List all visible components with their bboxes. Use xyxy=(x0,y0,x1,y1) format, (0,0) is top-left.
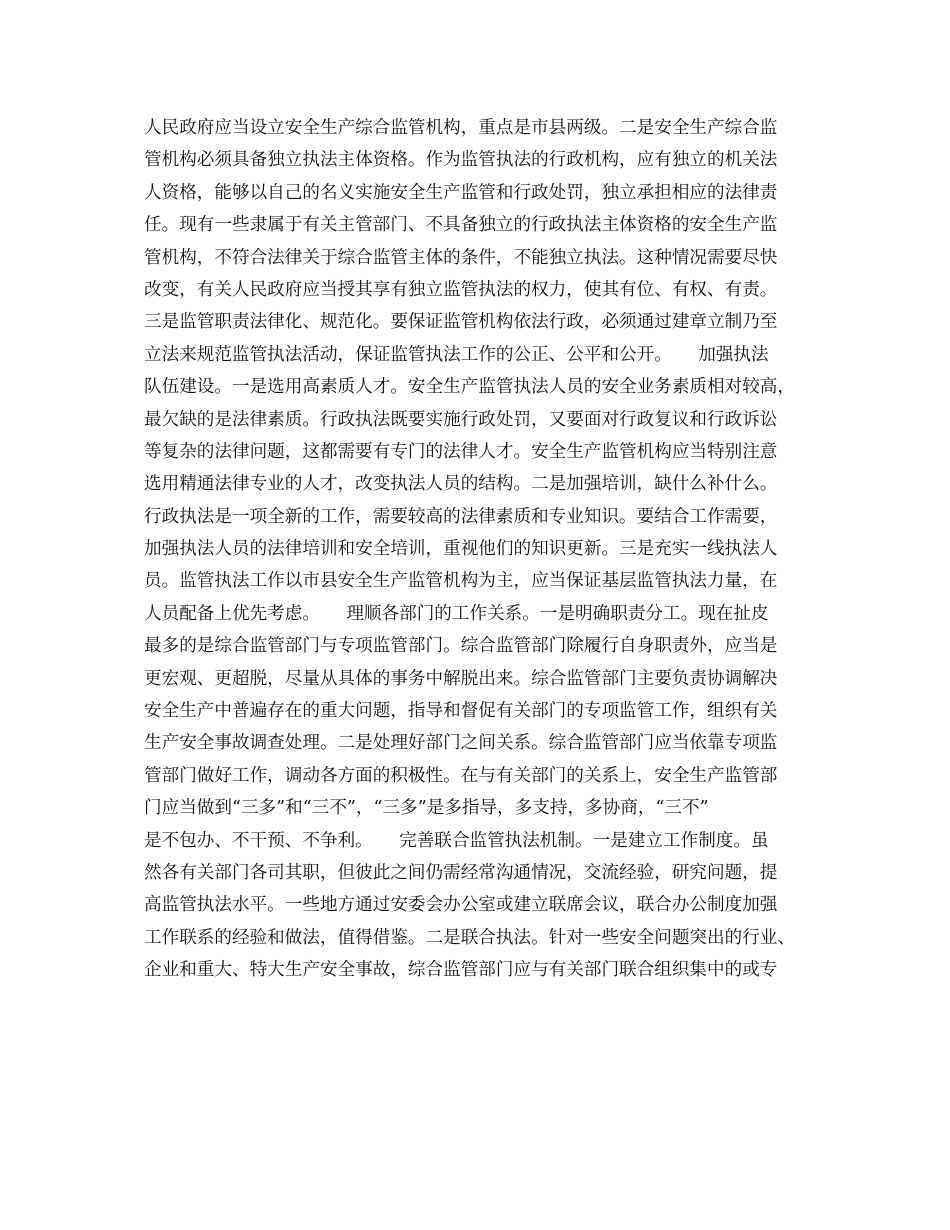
text-line: 等复杂的法律问题，这都需要有专门的法律人才。安全生产监管机构应当特别注意 xyxy=(144,441,778,462)
text-line: 任。现有一些隶属于有关主管部门、不具备独立的行政执法主体资格的安全生产监 xyxy=(144,215,778,236)
text-line: 管机构，不符合法律关于综合监管主体的条件，不能独立执法。这种情况需要尽快 xyxy=(144,247,778,268)
text-line: 更宏观、更超脱，尽量从具体的事务中解脱出来。综合监管部门主要负责协调解决 xyxy=(144,668,778,689)
text-line: 改变，有关人民政府应当授其享有独立监管执法的权力，使其有位、有权、有责。 xyxy=(144,279,778,300)
text-line: 队伍建设。一是选用高素质人才。安全生产监管执法人员的安全业务素质相对较高， xyxy=(144,377,795,398)
text-line: 门应当做到“三多”和“三不”，“三多”是多指导，多支持，多协商，“三不” xyxy=(144,798,709,819)
text-line: 人民政府应当设立安全生产综合监管机构，重点是市县两级。二是安全生产综合监 xyxy=(144,118,778,138)
text-line: 员。监管执法工作以市县安全生产监管机构为主，应当保证基层监管执法力量，在 xyxy=(144,571,778,592)
text-line: 生产安全事故调查处理。二是处理好部门之间关系。综合监管部门应当依靠专项监 xyxy=(144,733,778,754)
text-line: 加强执法人员的法律培训和安全培训，重视他们的知识更新。三是充实一线执法人 xyxy=(144,539,778,560)
text-line: 三是监管职责法律化、规范化。要保证监管机构依法行政，必须通过建章立制乃至 xyxy=(144,312,778,333)
text-line: 高监管执法水平。一些地方通过安委会办公室或建立联席会议，联合办公制度加强 xyxy=(144,895,778,916)
text-line: 最多的是综合监管部门与专项监管部门。综合监管部门除履行自身职责外，应当是 xyxy=(144,636,778,657)
text-line: 人员配备上优先考虑。 理顺各部门的工作关系。一是明确职责分工。现在扯皮 xyxy=(144,603,769,624)
text-line: 立法来规范监管执法活动，保证监管执法工作的公正、公平和公开。 加强执法 xyxy=(144,344,769,365)
text-line: 安全生产中普遍存在的重大问题，指导和督促有关部门的专项监管工作，组织有关 xyxy=(144,701,778,722)
text-line: 选用精通法律专业的人才，改变执法人员的结构。二是加强培训，缺什么补什么。 xyxy=(144,474,778,495)
text-line: 管机构必须具备独立执法主体资格。作为监管执法的行政机构，应有独立的机关法 xyxy=(144,150,778,171)
body-text xyxy=(144,112,834,987)
text-line: 行政执法是一项全新的工作，需要较高的法律素质和专业知识。要结合工作需要， xyxy=(144,506,778,527)
text-line: 是不包办、不干预、不争利。 完善联合监管执法机制。一是建立工作制度。虽 xyxy=(144,830,769,851)
text-line: 管部门做好工作，调动各方面的积极性。在与有关部门的关系上，安全生产监管部 xyxy=(144,765,778,786)
text-line: 然各有关部门各司其职，但彼此之间仍需经常沟通情况，交流经验，研究问题，提 xyxy=(144,862,778,883)
text-line: 人资格，能够以自己的名义实施安全生产监管和行政处罚，独立承担相应的法律责 xyxy=(144,182,778,203)
text-line: 工作联系的经验和做法，值得借鉴。二是联合执法。针对一些安全问题突出的行业、 xyxy=(144,927,795,948)
text-line: 企业和重大、特大生产安全事故，综合监管部门应与有关部门联合组织集中的或专 xyxy=(144,960,778,981)
text-line: 最欠缺的是法律素质。行政执法既要实施行政处罚，又要面对行政复议和行政诉讼 xyxy=(144,409,778,430)
